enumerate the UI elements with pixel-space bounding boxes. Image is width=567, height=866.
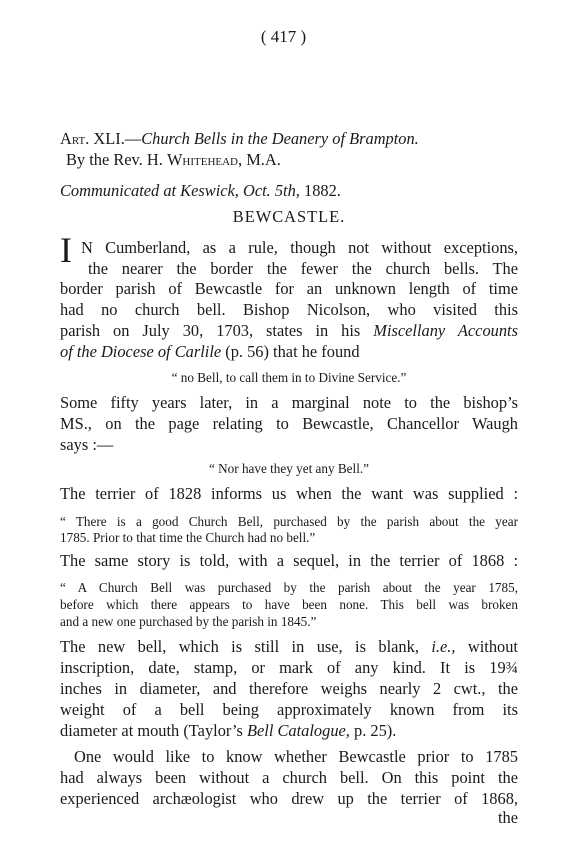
- para1-line5-text: parish on July 30, 1703, states in his: [60, 321, 361, 340]
- quote3-line2: 1785. Prior to that time the Church had no bell.”: [60, 530, 316, 545]
- ie-abbrev: i.e.,: [431, 637, 456, 656]
- article-number: Art. XLI.—: [60, 129, 142, 148]
- para2-line1: Some fifty years later, in a marginal note to the bishop’s: [60, 393, 518, 412]
- para5-line1: [60, 637, 518, 657]
- para2-line2: MS., on the page relating to Bewcastle, Chancellor Waugh: [60, 414, 518, 433]
- communicated-year: 1882.: [304, 181, 341, 200]
- para1-line2: the nearer the border the fewer the church bells. The: [88, 259, 518, 278]
- drop-cap: I: [60, 230, 72, 270]
- para1-line5: [60, 321, 518, 341]
- article-title: Church Bells in the Deanery of Brampton.: [141, 129, 419, 148]
- quote-nor-bell: “ Nor have they yet any Bell.”: [208, 461, 370, 476]
- para1-line4: had no church bell. Bishop Nicolson, who visited this: [60, 300, 518, 319]
- para1-line6-text: (p. 56) that he found: [225, 342, 360, 361]
- author-name: Whitehead,: [166, 150, 243, 169]
- book-title-miscellany: Miscellany Accounts: [373, 321, 518, 340]
- para6-line1: One would like to know whether Bewcastle prior to 1785: [74, 747, 518, 766]
- quote-no-bell: “ no Bell, to call them in to Divine Service.”: [171, 370, 407, 385]
- bell-catalogue-title: Bell Catalogue,: [247, 721, 350, 740]
- para5-line2: inscription, date, stamp, or mark of any kind. It is 19¾: [60, 658, 518, 677]
- author-degree: M.A.: [246, 150, 281, 169]
- communicated-line: [60, 181, 341, 201]
- para2-line3: says :—: [60, 435, 114, 454]
- section-title: BEWCASTLE.: [232, 207, 346, 226]
- para1-line1: N Cumberland, as a rule, though not without exceptions,: [81, 238, 518, 257]
- book-title-diocese: of the Diocese of Carlile: [60, 342, 222, 361]
- catchword: the: [497, 808, 518, 827]
- quote4-line2: before which there appears to have been none. This bell was broken: [60, 597, 518, 612]
- byline-prefix: By the Rev. H.: [66, 150, 163, 169]
- quote3-line1: “ There is a good Church Bell, purchased by the parish about the year: [60, 514, 518, 529]
- para5-line5-end: p. 25).: [354, 721, 397, 740]
- para4: The same story is told, with a sequel, in the terrier of 1868 :: [60, 551, 518, 570]
- para5-line1-end: without: [467, 637, 518, 656]
- article-heading: [60, 129, 419, 149]
- para5-line5-text: diameter at mouth (Taylor’s: [60, 721, 243, 740]
- quote4-line3: and a new one purchased by the parish in 1845.”: [60, 614, 317, 629]
- para5-line5: [60, 721, 396, 741]
- para1-line3: border parish of Bewcastle for an unknown length of time: [60, 279, 518, 298]
- para5-line1-text: The new bell, which is still in use, is blank,: [60, 637, 419, 656]
- para6-line3: experienced archæologist who drew up the terrier of 1868,: [60, 789, 518, 808]
- communicated-text: Communicated at Keswick, Oct. 5th,: [60, 181, 300, 200]
- para3: The terrier of 1828 informs us when the want was supplied :: [60, 484, 518, 503]
- para6-line2: had always been without a church bell. On this point the: [60, 768, 518, 787]
- para5-line4: weight of a bell being approximately known from its: [60, 700, 518, 719]
- quote4-line1: “ A Church Bell was purchased by the parish about the year 1785,: [60, 580, 518, 595]
- page-number: ( 417 ): [260, 27, 307, 46]
- para5-line3: inches in diameter, and therefore weighs nearly 2 cwt., the: [60, 679, 518, 698]
- para1-line6: [60, 342, 360, 362]
- byline: [66, 150, 281, 170]
